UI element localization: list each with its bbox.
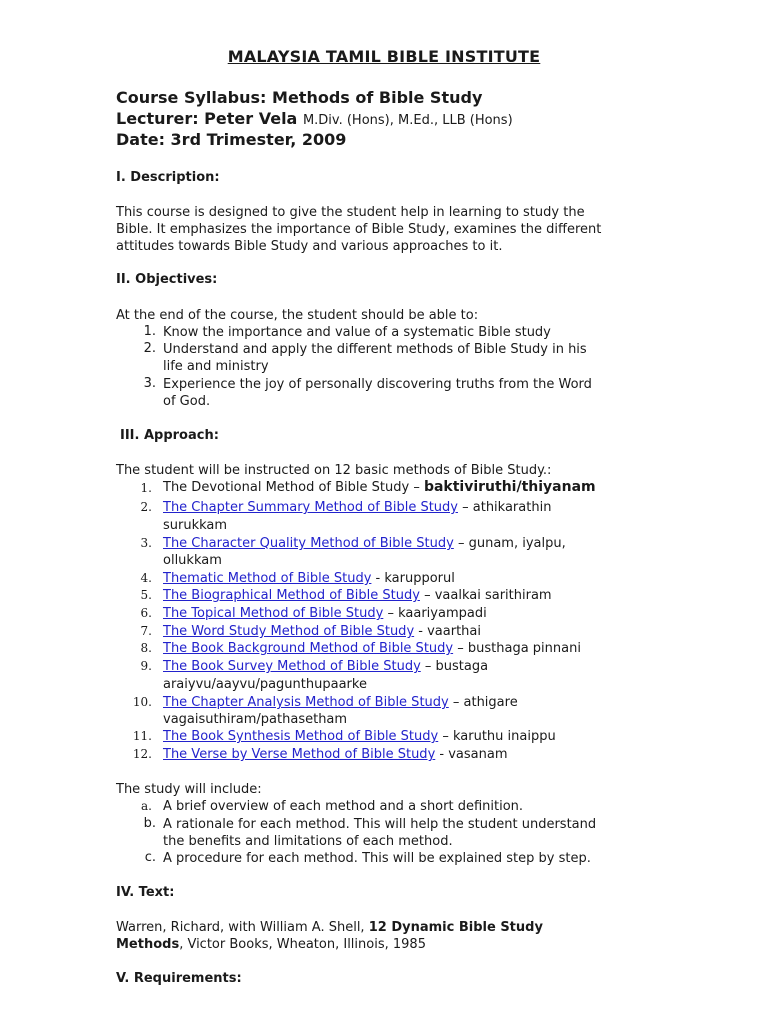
method-tamil: baktiviruthi/thiyanam [423, 479, 596, 495]
lecturer-qualifications: M.Div. (Hons), M.Ed., LLB (Hons) [302, 113, 513, 128]
objective-item-cont: life and ministry [163, 359, 269, 374]
method-item [163, 499, 551, 516]
method-number: 6. [140, 606, 152, 620]
method-link[interactable]: The Book Background Method of Bible Study [163, 641, 454, 656]
method-item-cont: vagaisuthiram/pathasetham [163, 712, 348, 727]
method-item [163, 746, 508, 763]
method-tamil: – athikarathin [457, 500, 552, 515]
method-link[interactable]: The Topical Method of Bible Study [163, 606, 384, 621]
textbook-authors: Warren, Richard, with William A. Shell, [116, 920, 369, 935]
method-item [163, 640, 581, 657]
method-item [163, 587, 552, 604]
method-item [163, 623, 481, 640]
include-item: A rationale for each method. This will help the student understand [163, 817, 597, 832]
method-number: 1. [140, 481, 152, 495]
method-link[interactable]: The Book Synthesis Method of Bible Study [163, 729, 439, 744]
textbook-line [116, 919, 543, 936]
method-item [163, 535, 566, 552]
institute-title: MALAYSIA TAMIL BIBLE INSTITUTE [227, 47, 541, 66]
method-item-cont: araiyvu/aayvu/pagunthupaarke [163, 677, 367, 692]
include-letter: c. [144, 850, 156, 865]
method-item [163, 479, 596, 496]
method-number: 8. [140, 641, 152, 655]
method-tamil: – karuthu inaippu [438, 729, 556, 744]
objectives-intro: At the end of the course, the student should be able to: [116, 308, 479, 323]
method-tamil: – busthaga pinnani [453, 641, 581, 656]
method-link[interactable]: The Character Quality Method of Bible Study [163, 536, 454, 551]
approach-heading: III. Approach: [120, 428, 219, 443]
method-number: 12. [132, 747, 152, 761]
method-number: 10. [132, 695, 152, 709]
method-item [163, 570, 455, 587]
method-number: 11. [132, 729, 152, 743]
method-tamil: – gunam, iyalpu, [453, 536, 566, 551]
method-number: 4. [140, 571, 152, 585]
method-tamil: - vasanam [435, 747, 508, 762]
include-item-cont: the benefits and limitations of each method. [163, 834, 453, 849]
objective-item: Experience the joy of personally discovering truths from the Word [163, 377, 592, 392]
method-link[interactable]: Thematic Method of Bible Study [163, 571, 372, 586]
method-item [163, 694, 518, 711]
method-number: 5. [140, 588, 152, 602]
course-title: Course Syllabus: Methods of Bible Study [116, 88, 483, 107]
method-name: The Devotional Method of Bible Study – [163, 480, 424, 495]
objective-item: Know the importance and value of a systematic Bible study [163, 325, 551, 340]
description-line: This course is designed to give the student help in learning to study the [116, 205, 585, 220]
objective-number: 3. [143, 376, 156, 391]
include-item: A procedure for each method. This will be explained step by step. [163, 851, 591, 866]
textbook-line [116, 936, 426, 953]
approach-intro: The student will be instructed on 12 basic methods of Bible Study.: [116, 463, 552, 478]
method-link[interactable]: The Book Survey Method of Bible Study [163, 659, 421, 674]
method-number: 2. [140, 500, 152, 514]
method-tamil: – athigare [448, 695, 518, 710]
method-tamil: – bustaga [420, 659, 489, 674]
method-tamil: – kaariyampadi [383, 606, 487, 621]
method-number: 3. [140, 536, 152, 550]
method-number: 7. [140, 624, 152, 638]
method-link[interactable]: The Chapter Analysis Method of Bible Study [163, 695, 449, 710]
lecturer-line [116, 109, 513, 128]
textbook-publisher: , Victor Books, Wheaton, Illinois, 1985 [179, 937, 426, 952]
method-link[interactable]: The Word Study Method of Bible Study [163, 624, 415, 639]
method-item [163, 658, 488, 675]
objective-item-cont: of God. [163, 394, 211, 409]
method-link[interactable]: The Biographical Method of Bible Study [163, 588, 420, 603]
objectives-heading: II. Objectives: [116, 272, 218, 287]
include-intro: The study will include: [116, 782, 262, 797]
method-tamil: - vaarthai [414, 624, 481, 639]
method-link[interactable]: The Chapter Summary Method of Bible Study [163, 500, 458, 515]
objective-number: 2. [143, 341, 156, 356]
include-item: A brief overview of each method and a short definition. [163, 799, 524, 814]
description-line: Bible. It emphasizes the importance of Bible Study, examines the different [116, 222, 602, 237]
method-item [163, 728, 556, 745]
lecturer-name: Lecturer: Peter Vela [116, 109, 298, 128]
include-letter: b. [143, 816, 156, 831]
date-line: Date: 3rd Trimester, 2009 [116, 130, 347, 149]
requirements-heading: V. Requirements: [116, 971, 242, 986]
method-item [163, 605, 487, 622]
method-item-cont: surukkam [163, 518, 228, 533]
method-item-cont: ollukkam [163, 553, 222, 568]
objective-number: 1. [143, 324, 156, 339]
method-tamil: - karupporul [371, 571, 455, 586]
textbook-title: 12 Dynamic Bible Study [368, 920, 543, 935]
text-heading: IV. Text: [116, 885, 175, 900]
include-letter: a. [141, 799, 152, 813]
method-tamil: – vaalkai sarithiram [419, 588, 552, 603]
objective-item: Understand and apply the different methods of Bible Study in his [163, 342, 587, 357]
description-line: attitudes towards Bible Study and various approaches to it. [116, 239, 503, 254]
textbook-title-cont: Methods [116, 937, 180, 952]
description-heading: I. Description: [116, 170, 220, 185]
method-link[interactable]: The Verse by Verse Method of Bible Study [163, 747, 436, 762]
method-number: 9. [140, 659, 152, 673]
